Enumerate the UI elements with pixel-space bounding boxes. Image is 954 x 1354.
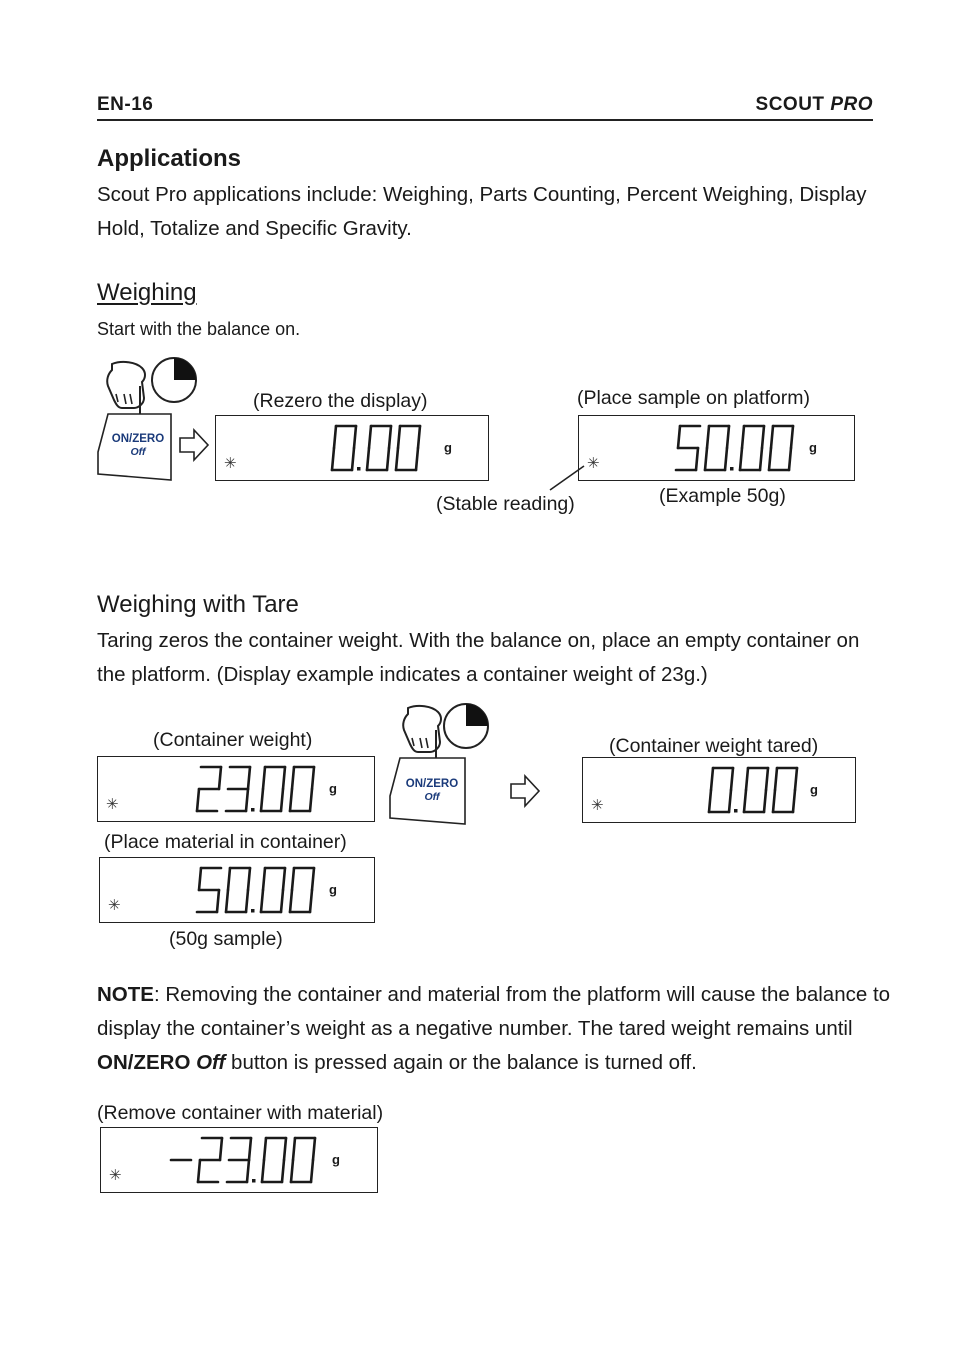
- lcd-segment: [678, 426, 680, 448]
- note-label: NOTE: [97, 983, 154, 1006]
- unit-label: g: [810, 782, 818, 797]
- lcd-segment: [313, 1138, 315, 1160]
- lcd-segment: [220, 1138, 222, 1160]
- tare-intro-line1: Taring zeros the container weight. With the balance on, place an empty container on: [97, 629, 860, 652]
- right-arrow-icon: [178, 428, 210, 462]
- lcd-segment: [228, 868, 230, 890]
- note-text-line3: button is pressed again or the balance is turned off.: [231, 1051, 697, 1074]
- applications-intro-line1: Scout Pro applications include: Weighing, Parts Counting, Percent Weighing, Display: [97, 183, 867, 206]
- lcd-segment: [352, 448, 354, 470]
- on-zero-off-button[interactable]: [388, 756, 468, 826]
- stable-indicator: ✳: [109, 1167, 122, 1184]
- lcd-segment: [281, 890, 283, 912]
- lcd-segment: [217, 890, 219, 912]
- lcd-segment: [789, 448, 791, 470]
- lcd-segment: [282, 1160, 284, 1182]
- lcd-decimal-point: [357, 467, 361, 471]
- lcd-segment: [199, 868, 201, 890]
- lcd-segment: [263, 767, 265, 789]
- tare-intro-line2: the platform. (Display example indicates a container weight of 23g.): [97, 663, 708, 686]
- lcd-segment: [793, 790, 795, 812]
- lcd-segment: [247, 1160, 249, 1182]
- lcd-segment: [707, 426, 709, 448]
- caption-remove: (Remove container with material): [97, 1102, 384, 1124]
- lcd-segment: [246, 890, 248, 912]
- lcd-segment: [389, 426, 391, 448]
- lcd-material: [99, 857, 375, 923]
- off-label: Off: [424, 791, 440, 803]
- lcd-tared: [582, 757, 856, 823]
- stable-indicator: ✳: [108, 897, 121, 914]
- lcd-remove: [100, 1127, 378, 1193]
- lcd-segment: [769, 448, 771, 470]
- lcd-segment: [226, 890, 228, 912]
- lcd-segment: [387, 448, 389, 470]
- right-arrow-icon: [509, 774, 541, 808]
- tare-intro: [97, 624, 877, 692]
- caption-container-weight: (Container weight): [153, 729, 313, 751]
- lcd-segment: [740, 448, 742, 470]
- lcd-segment: [248, 868, 250, 890]
- unit-label: g: [329, 781, 337, 796]
- lcd-segment: [292, 767, 294, 789]
- note-line1: [97, 978, 891, 1012]
- hand-press-icon: [396, 700, 498, 762]
- note-text-line2: display the container’s weight as a negative number. The tared weight remains until: [97, 1017, 853, 1040]
- lcd-sample: [578, 415, 855, 481]
- lcd-segment: [742, 426, 744, 448]
- lcd-segment: [729, 790, 731, 812]
- on-zero-label: ON/ZERO: [111, 433, 165, 445]
- lcd-decimal-point: [734, 809, 738, 813]
- tare-title: Weighing with Tare: [97, 591, 299, 618]
- lcd-segment: [246, 789, 248, 811]
- lcd-segment: [705, 448, 707, 470]
- caption-sample: (50g sample): [169, 928, 283, 950]
- product-name-suffix: PRO: [830, 94, 873, 115]
- lcd-segment: [281, 789, 283, 811]
- lcd-segment: [760, 448, 762, 470]
- caption-stable: (Stable reading): [436, 493, 575, 515]
- off-label: Off: [130, 446, 146, 458]
- lcd-segment: [283, 767, 285, 789]
- lcd-segment: [261, 789, 263, 811]
- lcd-segment: [197, 789, 199, 811]
- applications-intro: [97, 178, 877, 246]
- pointer-line: [548, 462, 588, 492]
- lcd-segment: [248, 767, 250, 789]
- lcd-segment: [416, 448, 418, 470]
- lcd-decimal-point: [251, 808, 255, 812]
- unit-label: g: [444, 440, 452, 455]
- note-paragraph: [97, 978, 891, 1080]
- applications-title: Applications: [97, 145, 242, 172]
- caption-place-sample: (Place sample on platform): [577, 387, 811, 409]
- unit-label: g: [332, 1152, 340, 1167]
- lcd-segment: [418, 426, 420, 448]
- lcd-decimal-point: [252, 1179, 256, 1183]
- weighing-title: Weighing: [97, 279, 197, 306]
- lcd-segment: [283, 868, 285, 890]
- product-name: [756, 94, 873, 116]
- lcd-segment: [696, 448, 698, 470]
- lcd-segment: [744, 790, 746, 812]
- lcd-rezero: [215, 415, 489, 481]
- lcd-segment: [766, 768, 768, 790]
- lcd-segment: [292, 868, 294, 890]
- lcd-segment: [709, 790, 711, 812]
- stable-indicator: ✳: [591, 797, 604, 814]
- lcd-segment: [396, 448, 398, 470]
- lcd-segment: [264, 1138, 266, 1160]
- lcd-segment: [731, 768, 733, 790]
- lcd-decimal-point: [730, 467, 734, 471]
- applications-intro-line2: Hold, Totalize and Specific Gravity.: [97, 217, 412, 240]
- lcd-segment: [332, 448, 334, 470]
- lcd-segment: [334, 426, 336, 448]
- lcd-segment: [219, 767, 221, 789]
- note-button-italic: Off: [196, 1051, 226, 1074]
- lcd-segment: [284, 1138, 286, 1160]
- lcd-segment: [791, 426, 793, 448]
- lcd-segment: [312, 767, 314, 789]
- lcd-segment: [290, 890, 292, 912]
- hand-press-icon: [100, 356, 202, 418]
- lcd-segment: [262, 1160, 264, 1182]
- lcd-segment: [762, 426, 764, 448]
- caption-place-material: (Place material in container): [104, 831, 347, 853]
- lcd-container: [97, 756, 375, 822]
- lcd-segment: [398, 426, 400, 448]
- note-text-line1: : Removing the container and material from the platform will cause the balance to: [153, 983, 891, 1006]
- on-zero-label: ON/ZERO: [405, 778, 459, 790]
- lcd-segment: [290, 789, 292, 811]
- lcd-segment: [311, 1160, 313, 1182]
- lcd-segment: [775, 768, 777, 790]
- lcd-segment: [198, 1160, 200, 1182]
- lcd-segment: [725, 448, 727, 470]
- caption-example: (Example 50g): [659, 485, 786, 507]
- stable-indicator: ✳: [224, 455, 237, 472]
- lcd-segment: [711, 768, 713, 790]
- lcd-segment: [261, 890, 263, 912]
- header-rule: [97, 119, 873, 121]
- lcd-segment: [727, 426, 729, 448]
- lcd-segment: [771, 426, 773, 448]
- lcd-segment: [312, 868, 314, 890]
- note-button-bold: ON/ZERO: [97, 1051, 191, 1074]
- page-number: EN-16: [97, 94, 154, 115]
- lcd-decimal-point: [251, 909, 255, 913]
- caption-rezero: (Rezero the display): [253, 390, 428, 412]
- weighing-intro: Start with the balance on.: [97, 319, 301, 339]
- lcd-segment: [310, 890, 312, 912]
- lcd-segment: [367, 448, 369, 470]
- lcd-segment: [310, 789, 312, 811]
- lcd-segment: [293, 1138, 295, 1160]
- lcd-segment: [764, 790, 766, 812]
- note-line3: [97, 1046, 887, 1080]
- stable-indicator: ✳: [106, 796, 119, 813]
- lcd-segment: [746, 768, 748, 790]
- lcd-segment: [249, 1138, 251, 1160]
- lcd-segment: [263, 868, 265, 890]
- lcd-segment: [369, 426, 371, 448]
- unit-label: g: [329, 882, 337, 897]
- lcd-segment: [291, 1160, 293, 1182]
- unit-label: g: [809, 440, 817, 455]
- caption-tared: (Container weight tared): [609, 735, 819, 757]
- stable-indicator: ✳: [587, 455, 600, 472]
- lcd-segment: [773, 790, 775, 812]
- lcd-segment: [795, 768, 797, 790]
- on-zero-off-button[interactable]: [96, 412, 174, 482]
- product-name-main: SCOUT: [755, 94, 825, 115]
- lcd-segment: [354, 426, 356, 448]
